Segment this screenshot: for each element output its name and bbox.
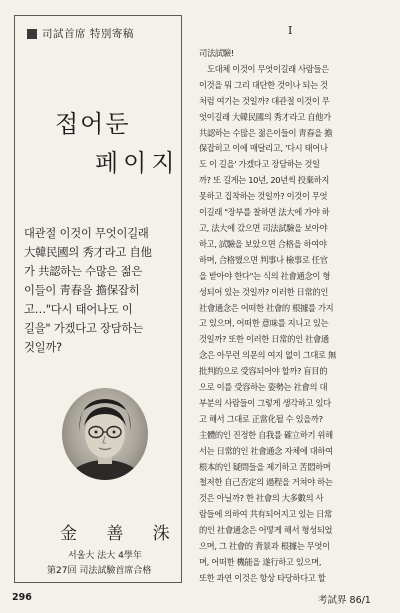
body-line: 으며, 그 社會的 背景과 根據는 무엇이 (199, 541, 330, 552)
body-line: 을 받아야 한다"는 식의 社會通念이 형 (199, 270, 331, 281)
body-line: 것일까? 또한 이러한 日常的인 社會通 (199, 334, 329, 345)
article-title-line1: 접어둔 (55, 110, 131, 138)
body-line: 며, 어떠한 機能을 遂行하고 있으며, (199, 557, 322, 567)
body-line: 성되어 있는 것일까? 이러한 日常的인 (199, 286, 329, 297)
body-line: 것은 아닐까? 한 社會의 大多數의 사 (199, 493, 324, 504)
body-line: 고 있으며, 어떠한 意味를 지니고 있는 (199, 318, 329, 329)
lead-line: 이들이 靑春을 擔保잡히 (24, 284, 140, 297)
body-line: 철저한 自己否定의 過程을 거쳐야 하는 (199, 477, 333, 488)
body-line: 고 해서 그대로 正當化될 수 있을까? (199, 413, 323, 424)
body-text-column (199, 46, 391, 587)
section-number: I (288, 24, 293, 37)
author-portrait-drawing (62, 388, 148, 480)
body-line: 하고, 試驗을 보았으면 合格을 하여야 (199, 238, 327, 249)
author-name: 金 善 洙 (60, 524, 182, 544)
body-line: 처럼 여기는 것일까? 대관절 이것이 무 (199, 95, 330, 106)
body-line: 念은 아무런 의문의 여지 없이 그대로 無 (199, 350, 336, 361)
body-line: 도대체 이것이 무엇이길래 사람들은 (199, 63, 329, 74)
lead-line: 大韓民國의 秀才라고 自他 (24, 246, 152, 259)
body-line: 못하고 집착하는 것일까? 이것이 무엇 (199, 191, 328, 202)
body-line: 이길래 "장부를 찰하면 法大에 가야 하 (199, 207, 330, 218)
body-line: 으로 이를 受容하는 姿勢는 社會의 대 (199, 382, 328, 393)
body-line: 부분의 사람들이 그렇게 생각하고 있다 (199, 397, 331, 408)
body-line: 고, 法大에 갔으면 司法試驗을 보아야 (199, 222, 328, 233)
body-line: 하며, 合格했으면 判事나 檢事로 任官 (199, 254, 328, 265)
body-line: 共認하는 수많은 젊은이들이 靑春을 擔 (199, 127, 333, 138)
article-tag-label: 司試首席 特別寄稿 (42, 28, 134, 40)
body-line: 的인 社會通念은 어떻게 해서 형성되었 (199, 525, 333, 536)
body-line: 도 이 길을' 가겠다고 장담하는 것일 (199, 159, 320, 170)
article-title-line2: 페이지 (95, 149, 180, 177)
article-tag (27, 26, 134, 41)
body-line: 社會通念은 어떠한 社會的 根據를 가지 (199, 302, 334, 313)
lead-line: 것일까? (24, 341, 62, 354)
lead-line: 대관절 이것이 무엇이길래 (24, 227, 149, 240)
body-line: 서는 日常的인 社會通念 자체에 대하여 (199, 445, 333, 456)
body-line: 保잡히고 이에 매달리고, '다시 태어나 (199, 143, 328, 154)
body-line: 람들에 의하여 共有되어지고 있는 日常 (199, 509, 332, 520)
body-line: 또한 과연 이것은 항상 타당하다고 할 (199, 572, 326, 583)
body-line: 主體的인 진정한 自我를 確立하기 위해 (199, 429, 333, 440)
square-bullet-icon (27, 29, 37, 39)
lead-line: 고…"다시 태어나도 이 (24, 303, 133, 316)
lead-line: 길을" 가겠다고 장담하는 (24, 322, 143, 335)
body-line: 批判的으로 受容되어야 할까? 盲目的 (199, 366, 328, 377)
magazine-issue: 考試界 86/1 (318, 595, 371, 606)
author-rank: 第27回 司法試驗首席合格 (47, 566, 152, 576)
body-line: 根本的인 疑問들을 제기하고 苦悶하며 (199, 461, 331, 472)
page-number: 296 (12, 592, 32, 603)
body-line: 이것을 뭐 그리 대단한 것이나 되는 것 (199, 79, 328, 90)
author-portrait (62, 388, 148, 480)
author-school: 서울大 法大 4學年 (68, 551, 142, 561)
article-intro-box (14, 15, 182, 583)
lead-line: 가 共認하는 수많은 젊은 (24, 265, 143, 278)
lead-paragraph (24, 224, 178, 357)
body-line: 까? 또 길게는 10년, 20년씩 投棄하지 (199, 175, 330, 186)
body-line: 司法試驗! (199, 48, 234, 58)
body-line: 엇이길래 大韓民國의 秀才라고 自他가 (199, 111, 331, 122)
